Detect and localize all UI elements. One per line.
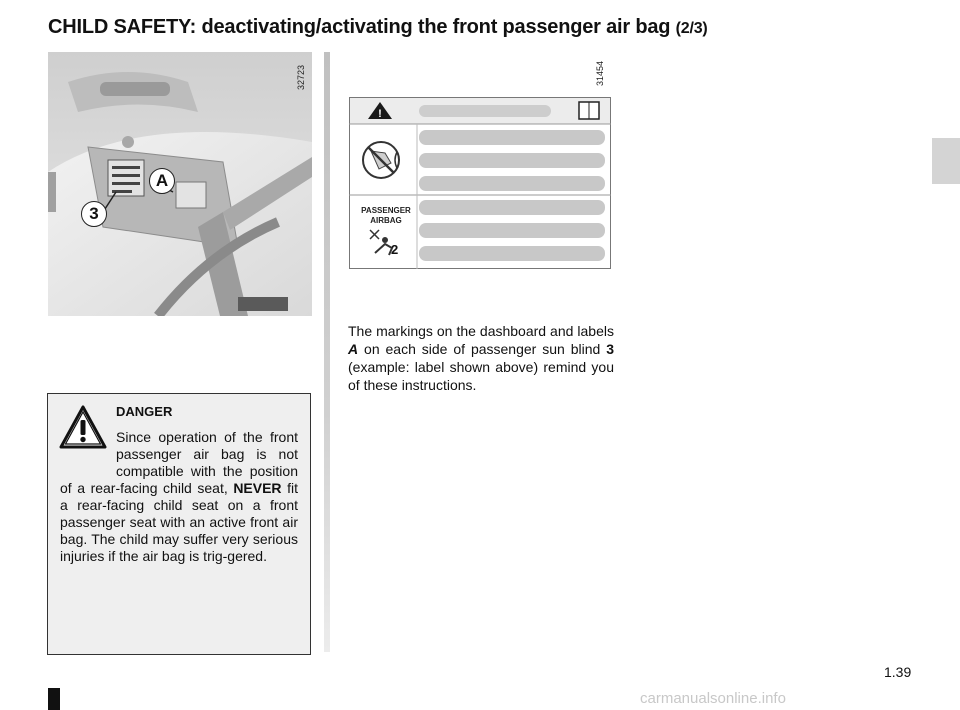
caption-label-3: 3 (606, 341, 614, 357)
danger-text (60, 429, 298, 565)
label-ref-number: 31454 (595, 60, 605, 86)
airbag-badge-number: 2 (391, 242, 399, 257)
column-divider (324, 52, 330, 652)
title-page-part: (2/3) (675, 20, 708, 37)
watermark: carmanualsonline.info (640, 690, 786, 707)
passenger-airbag-text: PASSENGER AIRBAG (361, 206, 411, 225)
figure-ref-number: 32723 (296, 64, 306, 90)
svg-text:!: ! (378, 108, 382, 120)
callout-a: A (149, 168, 175, 194)
danger-emphasis: NEVER (233, 480, 282, 496)
page-number: 1.39 (884, 664, 912, 680)
figure-caption (348, 322, 614, 394)
airbag-label-figure (349, 97, 611, 269)
section-tab (932, 138, 960, 184)
corner-mark (48, 688, 60, 710)
sun-blind-illustration (48, 52, 312, 316)
danger-box (47, 393, 311, 655)
danger-text-part: Since operation of the front passenger air bag is not compatible with the position of a rear-facing child seat, (60, 429, 298, 496)
caption-part: The markings on the dashboard and labels (348, 323, 614, 339)
danger-title: DANGER (116, 404, 173, 419)
caption-part: (example: label shown above) remind you of these instructions. (348, 359, 614, 393)
page-title (48, 16, 708, 39)
airbag-label-illustration (349, 97, 611, 269)
sun-blind-photo (48, 52, 312, 316)
callout-3: 3 (81, 201, 107, 227)
caption-label-a: A (348, 341, 359, 357)
danger-text-part: fit a rear-facing child seat on a front passenger seat with an active front air bag. The child may suffer very serious injuries if the air bag is trig-gered. (60, 480, 298, 564)
title-main: CHILD SAFETY: deactivating/activating the front passenger air bag (48, 16, 671, 38)
caption-part: on each side of passenger sun blind (358, 341, 607, 357)
